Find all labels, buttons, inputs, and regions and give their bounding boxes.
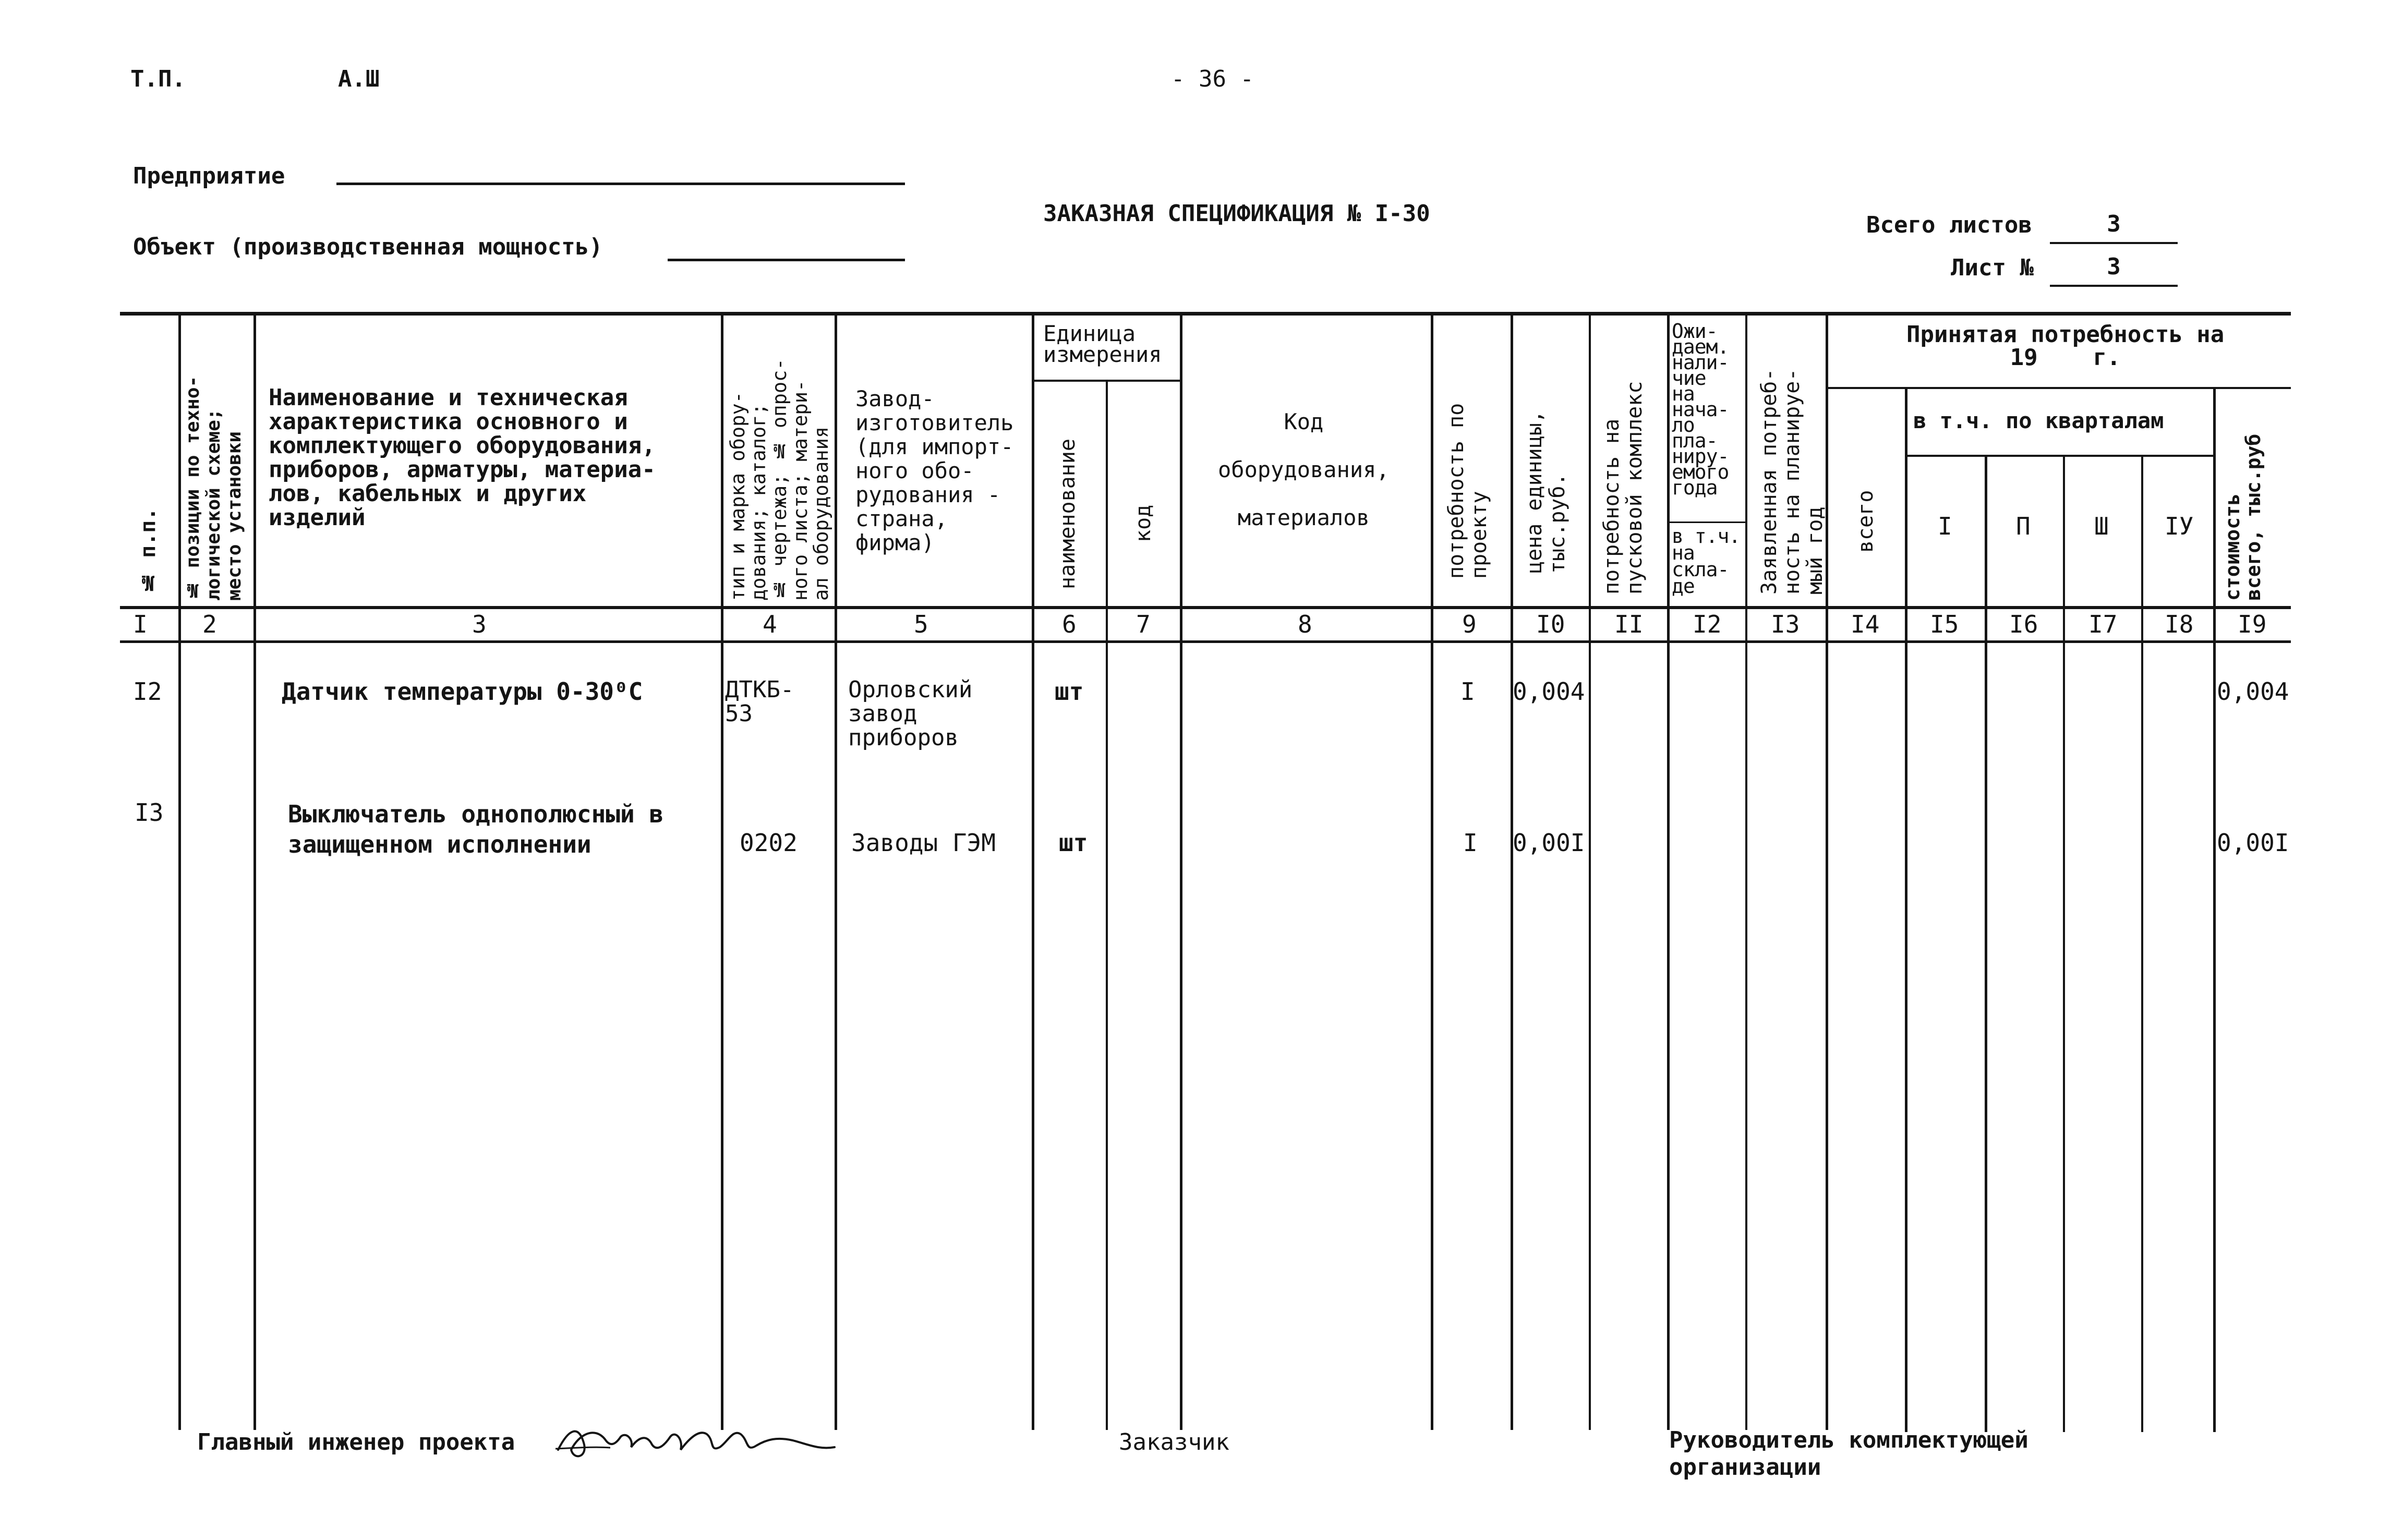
row-item-type: ДТКБ- 53 [725, 676, 794, 727]
row-unit-price: 0,00I [1513, 829, 1585, 857]
sheet-value: 3 [2050, 252, 2178, 287]
row-total-cost: 0,004 [2217, 677, 2289, 706]
header-col15: I [1938, 512, 1952, 540]
document-code-ash: А.Ш [338, 66, 380, 92]
colnum-19: I9 [2238, 610, 2267, 638]
row-quantity: I [1460, 677, 1475, 706]
header-col17: Ш [2094, 512, 2109, 540]
header-col10: цена единицы, тыс.руб. [1523, 410, 1569, 574]
chief-engineer-label: Главный инженер проекта [197, 1429, 515, 1456]
colnum-7: 7 [1136, 610, 1151, 638]
header-accepted-group: Принятая потребность на 19 г. [1906, 321, 2225, 371]
header-col16: П [2016, 512, 2031, 540]
header-col1: № п.п. [136, 507, 160, 595]
header-col2: № позиции по техно- логической схеме; место установки [182, 375, 245, 601]
total-sheets-value: 3 [2050, 210, 2178, 244]
row-unit: шт [1055, 677, 1084, 706]
total-sheets-label: Всего листов [1866, 212, 2032, 238]
header-col6: наименование [1056, 439, 1080, 589]
row-total-cost: 0,00I [2217, 829, 2289, 857]
header-col11: потребность на пусковой комплекс [1600, 381, 1647, 595]
header-col4: тип и марка обору- дования; каталог; № чертежа; № опрос- ного листа; матери- ал оборудования [727, 358, 832, 601]
enterprise-field-line [336, 183, 905, 185]
header-col8: Код оборудования, материалов [1218, 409, 1390, 530]
row-quantity: I [1463, 829, 1478, 857]
colnum-17: I7 [2088, 610, 2118, 638]
colnum-12: I2 [1693, 610, 1722, 638]
row-manufacturer: Орловский завод приборов [848, 676, 973, 751]
row-manufacturer: Заводы ГЭМ [851, 829, 996, 857]
signature-image [548, 1408, 861, 1471]
row-item-name: Выключатель однополюсный в защищенном исполнении [288, 800, 664, 858]
colnum-4: 4 [763, 610, 777, 638]
header-col5: Завод- изготовитель (для импорт- ного обо- рудования - страна, фирма) [855, 386, 1014, 555]
colnum-18: I8 [2165, 610, 2194, 638]
row-item-name: Датчик температуры 0-30⁰С [282, 677, 643, 706]
header-col7: код [1131, 504, 1155, 542]
object-field-line [668, 259, 905, 261]
colnum-5: 5 [914, 610, 928, 638]
colnum-6: 6 [1062, 610, 1077, 638]
header-col13: Заявленная потреб- ность на планируе- мый год [1757, 368, 1827, 595]
colnum-8: 8 [1298, 610, 1312, 638]
colnum-9: 9 [1462, 610, 1477, 638]
document-code-tp: Т.П. [130, 66, 186, 92]
object-label: Объект (производственная мощность) [133, 234, 603, 260]
header-quarters-group: в т.ч. по кварталам [1913, 408, 2164, 433]
header-col12-warehouse: в т.ч. на скла- де [1672, 525, 1741, 598]
row-unit-price: 0,004 [1513, 677, 1585, 706]
page-number: - 36 - [1171, 66, 1254, 92]
specification-title: ЗАКАЗНАЯ СПЕЦИФИКАЦИЯ № I-30 [1043, 200, 1430, 227]
supplier-head-label: Руководитель комплектующей организации [1669, 1427, 2028, 1481]
colnum-14: I4 [1851, 610, 1880, 638]
row-number: I3 [135, 798, 164, 827]
row-item-type: 0202 [740, 829, 798, 857]
row-number: I2 [133, 677, 162, 706]
enterprise-label: Предприятие [133, 163, 285, 189]
header-unit-group: Единица измерения [1043, 321, 1162, 367]
colnum-2: 2 [202, 610, 217, 638]
header-col3: Наименование и техническая характеристика основного и комплектующего оборудования, приборов, арматуры, материа- лов, кабельных и других изделий [269, 384, 656, 531]
row-unit: шт [1059, 829, 1088, 857]
colnum-15: I5 [1930, 610, 1959, 638]
header-col19: стоимость всего, тыс.руб [2221, 433, 2265, 601]
header-col9: потребность по проекту [1444, 403, 1491, 579]
colnum-11: II [1614, 610, 1644, 638]
colnum-10: I0 [1536, 610, 1565, 638]
header-col18: IУ [2165, 512, 2194, 540]
sheet-label: Лист № [1951, 254, 2034, 281]
colnum-13: I3 [1771, 610, 1800, 638]
colnum-1: I [133, 610, 148, 638]
colnum-16: I6 [2009, 610, 2038, 638]
header-col14: всего [1854, 490, 1878, 553]
customer-label: Заказчик [1119, 1429, 1229, 1456]
colnum-3: 3 [472, 610, 487, 638]
header-col12-expected: Ожи- даем. нали- чие на нача- ло пла- ниру- емого года [1672, 320, 1729, 499]
